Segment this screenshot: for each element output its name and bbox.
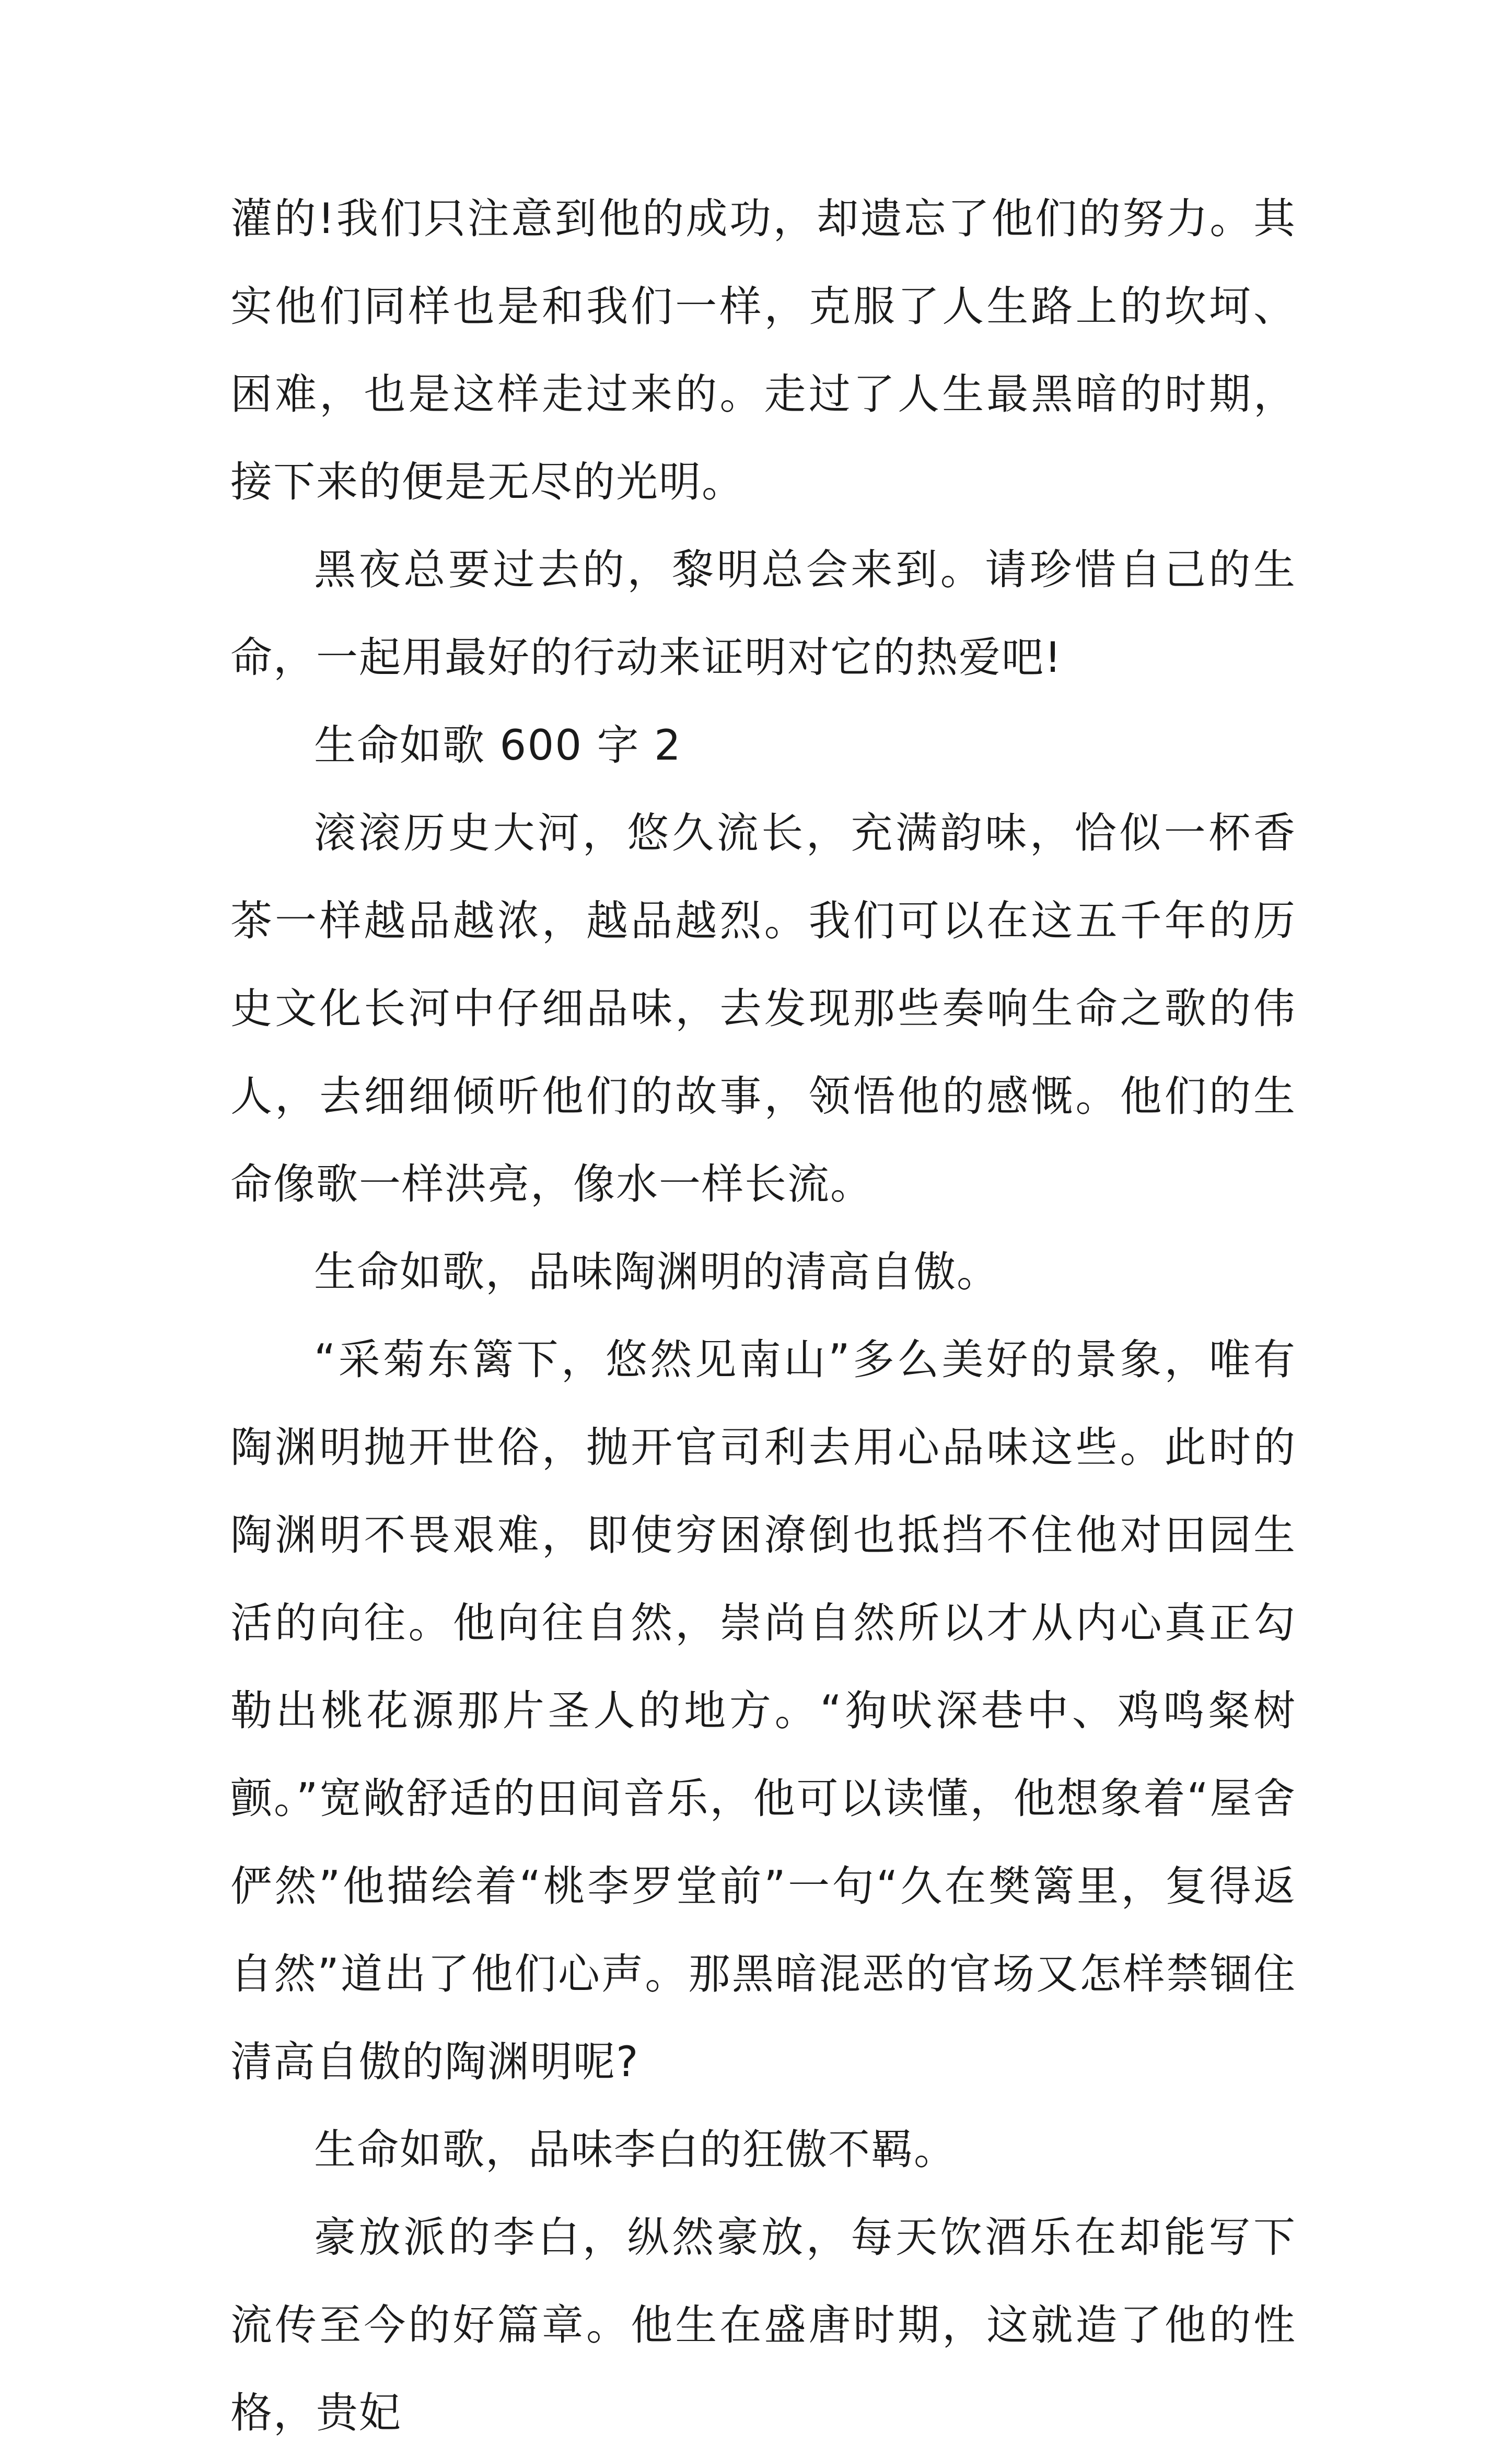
section-heading: 生命如歌 600 字 2 — [314, 721, 682, 770]
document-body — [230, 175, 1296, 2457]
paragraph: 生命如歌，品味陶渊明的清高自傲。 — [314, 1248, 999, 1296]
paragraph: 豪放派的李白，纵然豪放，每天饮酒乐在却能写下流传至今的好篇章。他生在盛唐时期，这就造了他的性格，贵妃 — [230, 2213, 1296, 2437]
paragraph: “采菊东篱下，悠然见南山”多么美好的景象，唯有陶渊明抛开世俗，抛开官司利去用心品味这些。此时的陶渊明不畏艰难，即使穷困潦倒也抵挡不住他对田园生活的向往。他向往自然，崇尚自然所以才从内心真正勾勒出桃花源那片圣人的地方。“狗吠深巷中、鸡鸣粲树颤。”宽敞舒适的田间音乐，他可以读懂，他想象着“屋舍俨然”他描绘着“桃李罗堂前”一句“久在樊篱里，复得返自然”道出了他们心声。那黑暗混恶的官场又怎样禁锢住清高自傲的陶渊明呢? — [230, 1335, 1296, 2086]
paragraph: 灌的!我们只注意到他的成功，却遗忘了他们的努力。其实他们同样也是和我们一样，克服了人生路上的坎坷、困难，也是这样走过来的。走过了人生最黑暗的时期，接下来的便是无尽的光明。 — [230, 194, 1296, 506]
paragraph: 滚滚历史大河，悠久流长，充满韵味，恰似一杯香茶一样越品越浓，越品越烈。我们可以在这五千年的历史文化长河中仔细品味，去发现那些奏响生命之歌的伟人，去细细倾听他们的故事，领悟他的感慨。他们的生命像歌一样洪亮，像水一样长流。 — [230, 809, 1296, 1208]
paragraph: 黑夜总要过去的，黎明总会来到。请珍惜自己的生命，一起用最好的行动来证明对它的热爱吧! — [230, 545, 1296, 682]
paragraph: 生命如歌，品味李白的狂傲不羁。 — [314, 2125, 957, 2174]
